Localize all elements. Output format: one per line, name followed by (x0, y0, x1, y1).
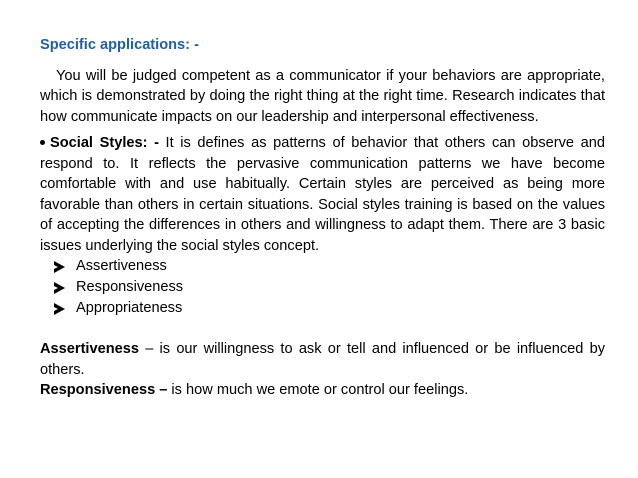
social-styles-text: It is defines as patterns of behavior that others can observe and respond to. It reflects the pervasive communication patterns we have become comfortable with and use habitually. Certain styles are perceived as being more favorable than others in certain situations. Social styles training is based on the values of accepting the differences in others and willingness to adapt them. There are 3 basic issues underlying the social styles concept. (40, 135, 605, 254)
assertiveness-definition (40, 339, 605, 380)
arrow-bullet-icon (54, 282, 65, 294)
issues-list (40, 256, 605, 319)
issue-label: Assertiveness (76, 258, 167, 275)
list-item (54, 256, 605, 277)
intro-paragraph: You will be judged competent as a communicator if your behaviors are appropriate, which is demonstrated by doing the right thing at the right time. Research indicates that how communicate impacts on our leadership and interpersonal effectiveness. (40, 67, 605, 125)
responsiveness-text: is how much we emote or control our feelings. (167, 382, 469, 398)
responsiveness-definition (40, 380, 605, 401)
list-item (54, 277, 605, 298)
list-item (54, 298, 605, 319)
arrow-bullet-icon (54, 303, 65, 315)
spacer (40, 319, 605, 339)
assertiveness-text: – is our willingness to ask or tell and influenced or be influenced by others. (40, 341, 605, 378)
bullet-icon (40, 140, 45, 145)
responsiveness-term: Responsiveness – (40, 382, 168, 398)
assertiveness-term: Assertiveness (40, 341, 139, 357)
issue-label: Appropriateness (76, 300, 183, 317)
section-heading: Specific applications: - (40, 37, 199, 53)
arrow-bullet-icon (54, 261, 65, 273)
issue-label: Responsiveness (76, 279, 184, 296)
social-styles-paragraph (40, 133, 605, 256)
social-styles-label: Social Styles: - (50, 135, 159, 151)
